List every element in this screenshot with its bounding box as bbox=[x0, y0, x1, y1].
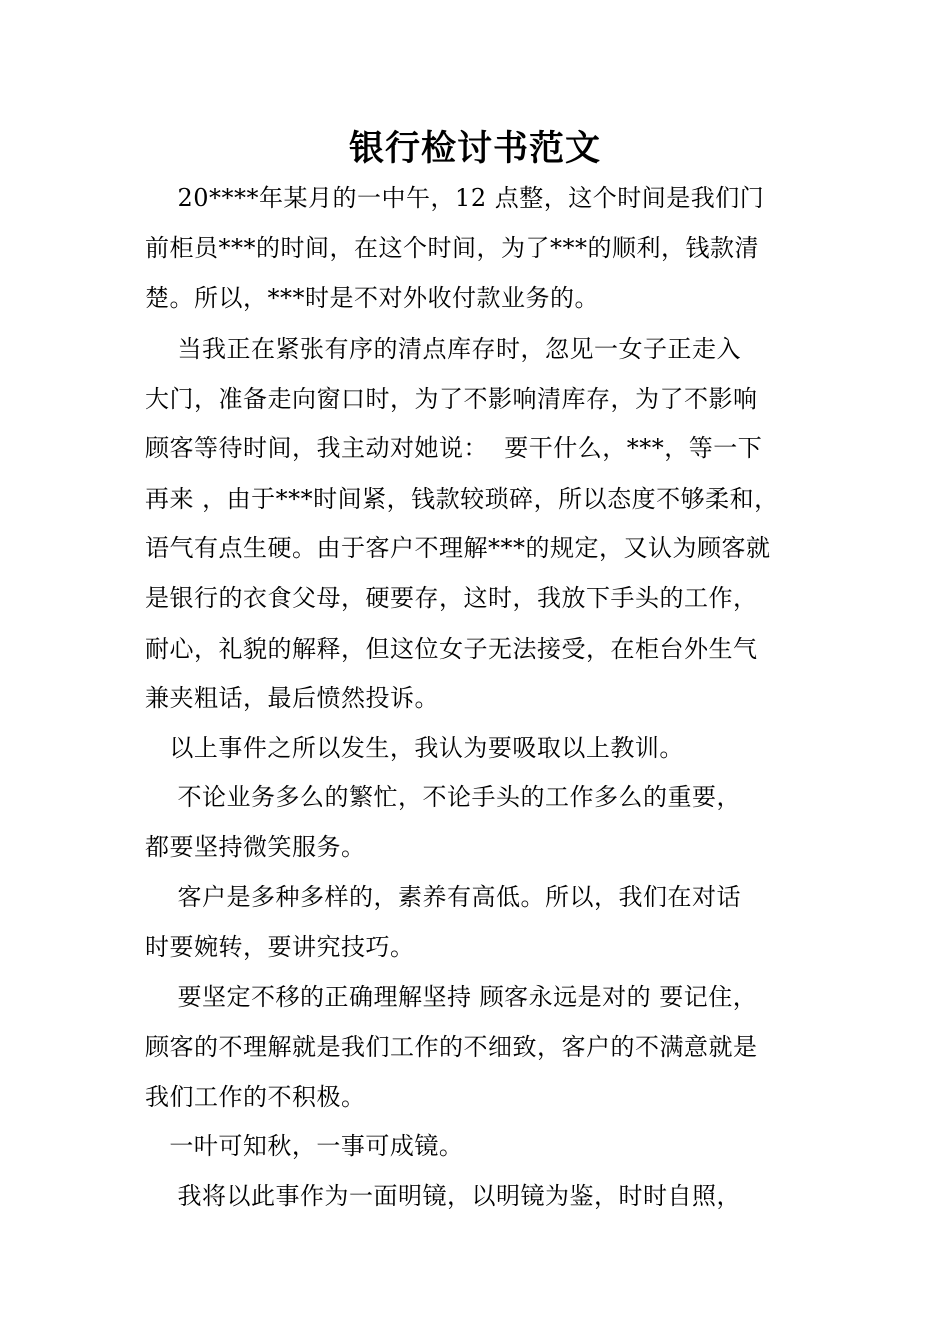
text-line: 耐心，礼貌的解释，但这位女子无法接受，在柜台外生气 bbox=[145, 635, 758, 663]
text-line: 我将以此事作为一面明镜，以明镜为鉴，时时自照， bbox=[145, 1182, 742, 1210]
text-line: 要坚定不移的正确理解坚持 顾客永远是对的 要记住， bbox=[145, 983, 758, 1011]
text-line: 再来 ，由于***时间紧，钱款较琐碎，所以态度不够柔和， bbox=[145, 485, 779, 513]
text-line: 客户是多种多样的，素养有高低。所以，我们在对话 bbox=[145, 883, 742, 911]
text-line: 顾客的不理解就是我们工作的不细致，客户的不满意就是 bbox=[145, 1033, 758, 1061]
text-line: 是银行的衣食父母，硬要存，这时，我放下手头的工作， bbox=[145, 584, 758, 612]
text-line: 时要婉转，要讲究技巧。 bbox=[145, 933, 415, 961]
text-line: 语气有点生硬。由于客户不理解***的规定，又认为顾客就 bbox=[145, 534, 771, 562]
text-line: 兼夹粗话，最后愤然投诉。 bbox=[145, 684, 439, 712]
text-line: 都要坚持微笑服务。 bbox=[145, 833, 366, 861]
text-line: 顾客等待时间，我主动对她说： 要干什么，***，等一下 bbox=[145, 434, 763, 462]
document-title: 银行检讨书范文 bbox=[348, 129, 601, 169]
text-line: 不论业务多么的繁忙，不论手头的工作多么的重要， bbox=[145, 783, 742, 811]
text-line: 楚。所以，***时是不对外收付款业务的。 bbox=[145, 284, 599, 312]
text-line: 前柜员***的时间，在这个时间，为了***的顺利，钱款清 bbox=[145, 234, 759, 262]
text-line: 一叶可知秋，一事可成镜。 bbox=[145, 1132, 464, 1160]
text-line: 当我正在紧张有序的清点库存时，忽见一女子正走入 bbox=[145, 335, 742, 363]
text-line: 20****年某月的一中午，12 点整，这个时间是我们门 bbox=[145, 184, 765, 212]
text-line: 大门，准备走向窗口时，为了不影响清库存，为了不影响 bbox=[145, 385, 758, 413]
text-line: 以上事件之所以发生，我认为要吸取以上教训。 bbox=[145, 734, 684, 762]
text-line: 我们工作的不积极。 bbox=[145, 1083, 366, 1111]
